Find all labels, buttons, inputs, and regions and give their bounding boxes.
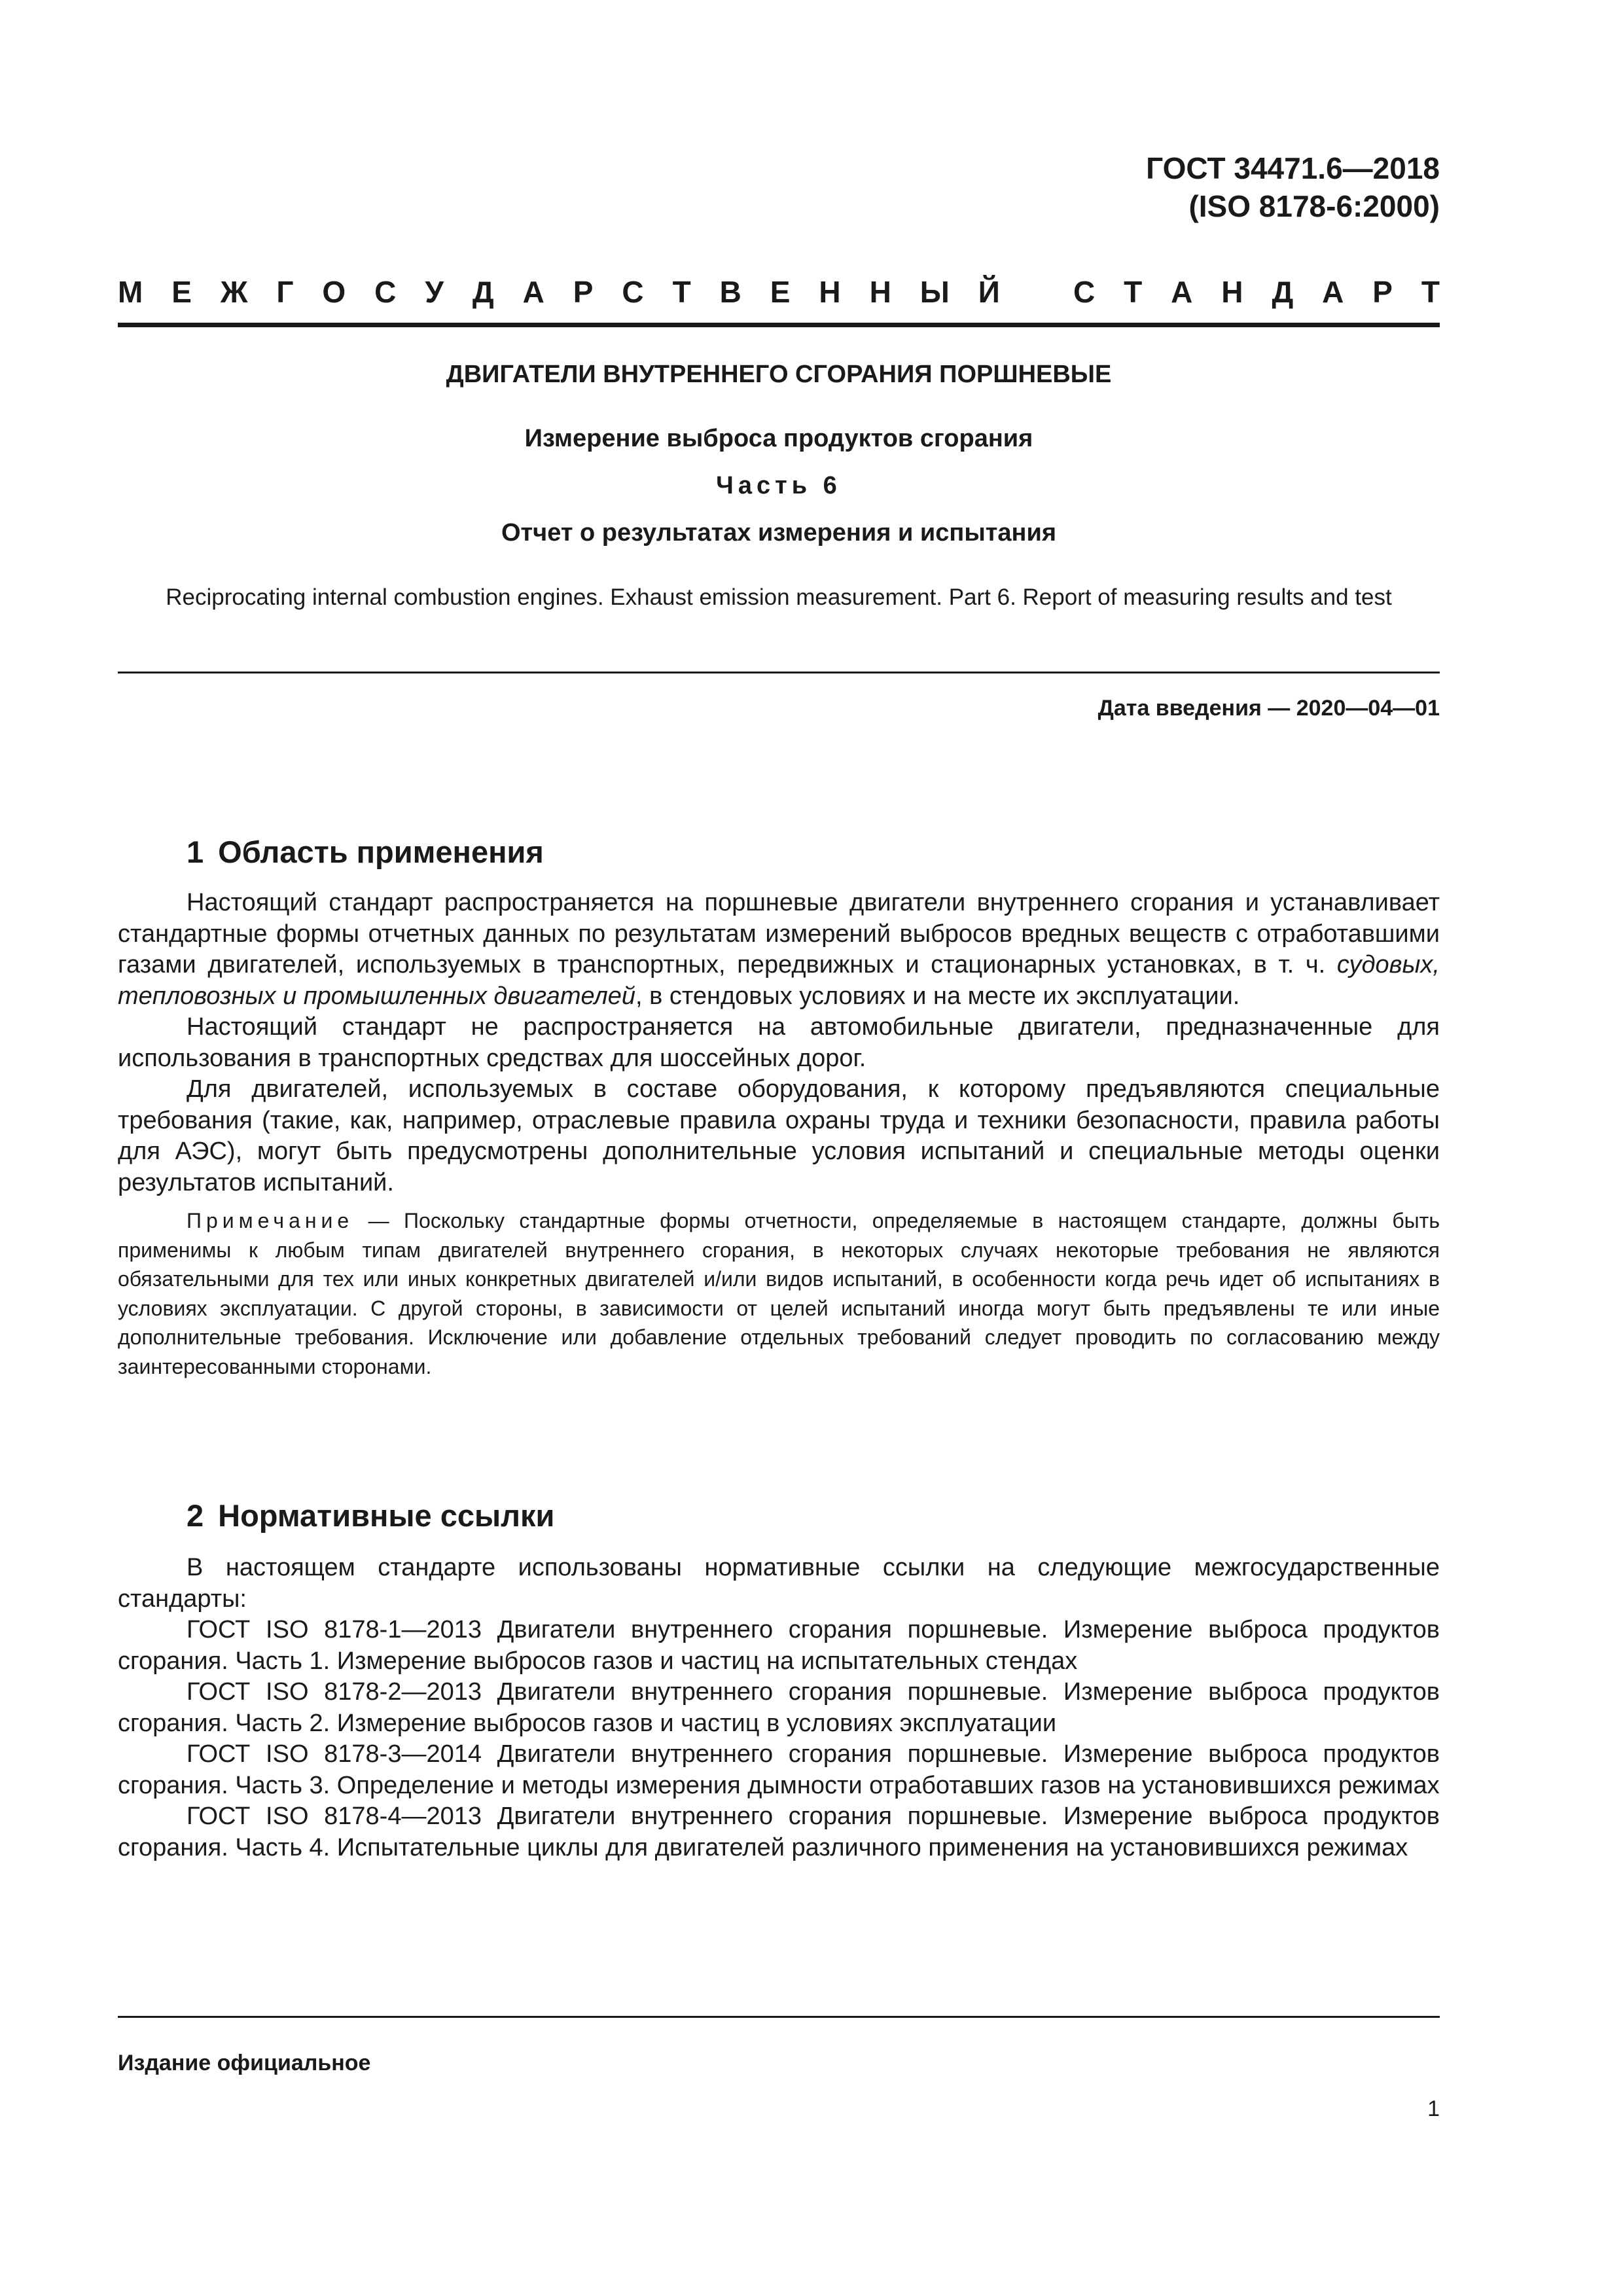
paragraph: В настоящем стандарте использованы нормативные ссылки на следующие межгосударственные стандарты: — [118, 1554, 1440, 1613]
page-number: 1 — [1427, 2096, 1440, 2121]
section-1-body — [118, 888, 1440, 1381]
document-part: Часть 6 — [716, 472, 842, 499]
standard-word-interstate: М Е Ж Г О С У Д А Р С Т В Е Н Н Ы Й — [118, 275, 1000, 309]
reference-item: ГОСТ ISO 8178-3—2014 Двигатели внутреннего сгорания поршневые. Измерение выброса продуктов сгорания. Часть 3. Определение и методы измерения дымности отработавших газов на установившихся режимах — [118, 1740, 1440, 1799]
document-part-title: Отчет о результатах измерения и испытания — [501, 519, 1057, 547]
section-number: 1 — [187, 834, 204, 869]
document-subtitle: Измерение выброса продуктов сгорания — [524, 425, 1033, 452]
section-title: Область применения — [218, 834, 544, 869]
standard-type-heading — [118, 274, 1440, 310]
italic-text: судовых, тепловозных и промышленных двигателей — [118, 951, 1440, 1010]
reference-item: ГОСТ ISO 8178-2—2013 Двигатели внутреннего сгорания поршневые. Измерение выброса продуктов сгорания. Часть 2. Измерение выбросов газов и частиц в условиях эксплуатации — [118, 1678, 1440, 1737]
gost-number-block — [1146, 149, 1440, 225]
reference-item: ГОСТ ISO 8178-4—2013 Двигатели внутреннего сгорания поршневые. Измерение выброса продуктов сгорания. Часть 4. Испытательные циклы для двигателей различного применения на установившихся режимах — [118, 1803, 1440, 1861]
note-text: — Поскольку стандартные формы отчетности, определяемые в настоящем стандарте, должны быть применимы к любым типам двигателей внутреннего сгорания, в некоторых случаях некоторые требования не являются обязательными для тех или иных конкретных двигателей и/или видов испытаний, в особенности когда речь идет об испытаниях в условиях эксплуатации. С другой стороны, в зависимости от целей испытаний иногда могут быть предъявлены те или иные дополнительные требования. Исключение или добавление отдельных требований следует проводить по согласованию между заинтересованными сторонами. — [118, 1209, 1440, 1378]
edition-label: Издание официальное — [118, 2051, 371, 2075]
section-2-heading — [187, 1496, 554, 1535]
document-title: ДВИГАТЕЛИ ВНУТРЕННЕГО СГОРАНИЯ ПОРШНЕВЫЕ — [446, 361, 1112, 388]
note — [118, 1206, 1440, 1381]
section-title: Нормативные ссылки — [218, 1498, 555, 1533]
footer-divider — [118, 2016, 1440, 2018]
note-label: Примечание — [187, 1209, 354, 1232]
section-1-heading — [187, 833, 544, 872]
date-of-introduction: Дата введения — 2020—04—01 — [1097, 696, 1440, 721]
header-divider — [118, 323, 1440, 327]
section-number: 2 — [187, 1498, 204, 1533]
paragraph: Настоящий стандарт распространяется на поршневые двигатели внутреннего сгорания и устанавливает стандартные формы отчетных данных по результатам измерений выбросов вредных веществ с отработавшими газами двигателей, используемых в транспортных, передвижных и стационарных установках, в т. ч. судовых, тепловозных и промышленных двигателей, в стендовых условиях и на месте их эксплуатации. — [118, 889, 1440, 1010]
standard-word-standard: С Т А Н Д А Р Т — [1073, 275, 1440, 309]
english-title: Reciprocating internal combustion engines. Exhaust emission measurement. Part 6. Report of measuring results and test — [166, 584, 1392, 610]
iso-number: (ISO 8178-6:2000) — [1188, 189, 1440, 223]
reference-item: ГОСТ ISO 8178-1—2013 Двигатели внутреннего сгорания поршневые. Измерение выброса продуктов сгорания. Часть 1. Измерение выбросов газов и частиц на испытательных стендах — [118, 1616, 1440, 1675]
section-2-body — [118, 1552, 1440, 1863]
title-divider — [118, 672, 1440, 673]
paragraph: Для двигателей, используемых в составе оборудования, к которому предъявляются специальные требования (такие, как, например, отраслевые правила охраны труда и техники безопасности, правила работы для АЭС), могут быть предусмотрены дополнительные условия испытаний и специальные методы оценки результатов испытаний. — [118, 1075, 1440, 1196]
gost-number: ГОСТ 34471.6—2018 — [1146, 151, 1440, 185]
paragraph: Настоящий стандарт не распространяется на автомобильные двигатели, предназначенные для использования в транспортных средствах для шоссейных дорог. — [118, 1013, 1440, 1072]
